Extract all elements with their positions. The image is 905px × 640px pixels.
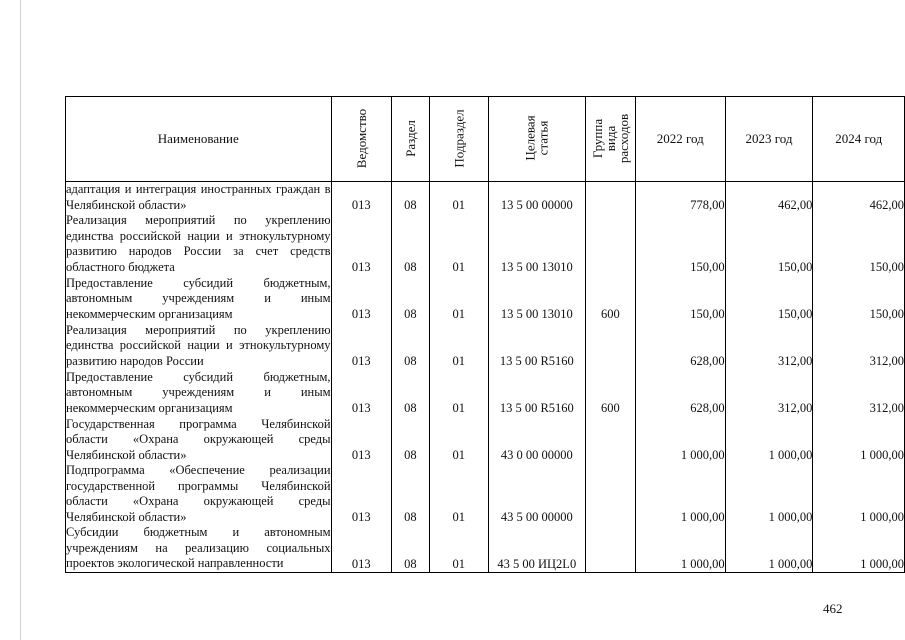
row-gruppa [585,525,635,572]
table-row [66,525,905,572]
row-name: Реализация мероприятий по укреплению единства российской нации и этнокультурному развитию народов России [66,322,331,368]
row-2024: 312,00 [813,369,905,416]
row-2022: 778,00 [635,182,725,214]
row-gruppa: 600 [585,369,635,416]
row-vedomstvo: 013 [331,369,391,416]
row-vedomstvo: 013 [331,213,391,275]
row-2024: 150,00 [813,275,905,322]
row-razdel: 08 [391,525,429,572]
row-2024: 1 000,00 [813,416,905,463]
row-name: Субсидии бюджетным и автономным учреждениям на реализацию социальных проектов экологической направленности [66,525,331,570]
row-tselevaya: 43 5 00 ИЦ2L0 [488,525,585,572]
row-2023: 150,00 [725,213,813,275]
row-vedomstvo: 013 [331,182,391,214]
table-row [66,182,905,214]
table-row [66,369,905,416]
row-gruppa [585,463,635,525]
header-tselevaya: Целевая статья [488,97,585,182]
row-2024: 1 000,00 [813,463,905,525]
row-razdel: 08 [391,322,429,369]
row-razdel: 08 [391,369,429,416]
row-podrazdel: 01 [429,369,488,416]
row-podrazdel: 01 [429,322,488,369]
page-number: 462 [823,601,843,616]
row-razdel: 08 [391,182,429,214]
row-tselevaya: 13 5 00 00000 [488,182,585,214]
row-razdel: 08 [391,213,429,275]
row-name: адаптация и интеграция иностранных граждан в Челябинской области» [66,182,331,212]
row-razdel: 08 [391,463,429,525]
row-2024: 462,00 [813,182,905,214]
row-razdel: 08 [391,416,429,463]
header-2022: 2022 год [635,97,725,182]
row-2022: 628,00 [635,322,725,369]
row-2024: 150,00 [813,213,905,275]
row-gruppa [585,416,635,463]
row-podrazdel: 01 [429,275,488,322]
table-row [66,416,905,463]
row-2024: 312,00 [813,322,905,369]
row-2024: 1 000,00 [813,525,905,572]
table-row [66,213,905,275]
row-podrazdel: 01 [429,463,488,525]
row-gruppa: 600 [585,275,635,322]
binding-margin-line [20,0,21,640]
budget-table [65,96,905,573]
row-name: Предоставление субсидий бюджетным, автономным учреждениям и иным некоммерческим организациям [66,369,331,415]
row-vedomstvo: 013 [331,322,391,369]
row-2022: 1 000,00 [635,525,725,572]
header-row [66,97,905,182]
header-name: Наименование [66,97,332,182]
row-name: Предоставление субсидий бюджетным, автономным учреждениям и иным некоммерческим организациям [66,275,331,321]
row-tselevaya: 13 5 00 R5160 [488,369,585,416]
row-podrazdel: 01 [429,525,488,572]
header-2023: 2023 год [725,97,813,182]
table-row [66,275,905,322]
row-tselevaya: 43 0 00 00000 [488,416,585,463]
header-2024: 2024 год [813,97,905,182]
table-row [66,322,905,369]
row-2023: 312,00 [725,322,813,369]
row-tselevaya: 13 5 00 13010 [488,213,585,275]
row-2022: 150,00 [635,275,725,322]
row-name: Подпрограмма «Обеспечение реализации государственной программы Челябинской области «Охрана окружающей среды Челябинской области» [66,463,331,524]
row-razdel: 08 [391,275,429,322]
row-tselevaya: 13 5 00 R5160 [488,322,585,369]
row-2022: 1 000,00 [635,463,725,525]
row-2023: 1 000,00 [725,416,813,463]
row-2023: 462,00 [725,182,813,214]
row-podrazdel: 01 [429,416,488,463]
row-vedomstvo: 013 [331,416,391,463]
row-podrazdel: 01 [429,182,488,214]
row-name: Государственная программа Челябинской области «Охрана окружающей среды Челябинской области» [66,416,331,462]
row-vedomstvo: 013 [331,275,391,322]
table-row [66,463,905,525]
row-2023: 150,00 [725,275,813,322]
row-name: Реализация мероприятий по укреплению единства российской нации и этнокультурному развитию народов России за счет средств областного бюджета [66,213,331,274]
row-tselevaya: 13 5 00 13010 [488,275,585,322]
row-2022: 1 000,00 [635,416,725,463]
row-vedomstvo: 013 [331,525,391,572]
row-gruppa [585,213,635,275]
row-gruppa [585,322,635,369]
header-gruppa: Группа вида расходов [585,97,635,182]
header-podrazdel: Подраздел [429,97,488,182]
header-vedomstvo: Ведомство [331,97,391,182]
row-2022: 150,00 [635,213,725,275]
row-gruppa [585,182,635,214]
header-razdel: Раздел [391,97,429,182]
row-2023: 1 000,00 [725,463,813,525]
row-2023: 312,00 [725,369,813,416]
row-podrazdel: 01 [429,213,488,275]
row-vedomstvo: 013 [331,463,391,525]
row-2022: 628,00 [635,369,725,416]
row-tselevaya: 43 5 00 00000 [488,463,585,525]
row-2023: 1 000,00 [725,525,813,572]
